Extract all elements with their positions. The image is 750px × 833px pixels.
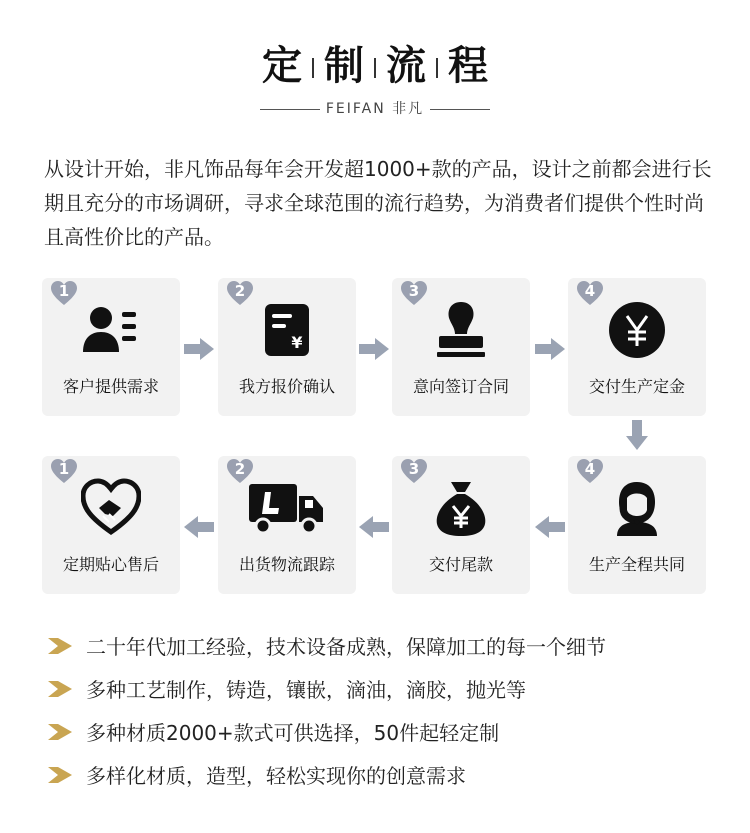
title-divider bbox=[374, 58, 376, 78]
delivery-truck-icon bbox=[247, 478, 327, 538]
step-badge bbox=[50, 280, 78, 308]
step-card-sign-contract bbox=[392, 278, 530, 416]
step-card-logistics bbox=[218, 456, 356, 594]
handshake-heart-icon bbox=[81, 478, 141, 538]
feature-item bbox=[48, 710, 708, 753]
step-badge bbox=[400, 458, 428, 486]
feature-text: 多种工艺制作，铸造，镶嵌，滴油，滴胶，抛光等 bbox=[86, 678, 526, 702]
step-card-production-tracking bbox=[568, 456, 706, 594]
step-label: 我方报价确认 bbox=[238, 377, 335, 396]
arrow-left-icon bbox=[359, 516, 389, 538]
feature-list bbox=[48, 624, 708, 796]
customer-id-icon bbox=[81, 300, 141, 360]
step-number: 2 bbox=[234, 460, 246, 478]
step-label: 客户提供需求 bbox=[62, 377, 159, 396]
money-bag-icon bbox=[431, 478, 491, 538]
feature-text: 二十年代加工经验，技术设备成熟，保障加工的每一个细节 bbox=[86, 635, 606, 659]
step-badge bbox=[576, 458, 604, 486]
arrow-left-icon bbox=[535, 516, 565, 538]
step-card-quote-confirm bbox=[218, 278, 356, 416]
title-char: 制 bbox=[324, 43, 364, 89]
feature-text: 多种材质2000+款式可供选择，50件起轻定制 bbox=[86, 721, 500, 745]
step-card-customer-request bbox=[42, 278, 180, 416]
subtitle-line-left bbox=[260, 109, 320, 110]
step-card-after-sales bbox=[42, 456, 180, 594]
title-char: 流 bbox=[386, 43, 426, 89]
arrow-right-icon bbox=[359, 338, 389, 360]
feature-item bbox=[48, 624, 708, 667]
step-number: 2 bbox=[234, 282, 246, 300]
step-label: 定期贴心售后 bbox=[62, 555, 159, 574]
step-number: 4 bbox=[584, 282, 596, 300]
svg-text:¥: ¥ bbox=[291, 333, 303, 352]
step-label: 出货物流跟踪 bbox=[238, 555, 335, 574]
step-number: 3 bbox=[408, 282, 420, 300]
title-divider bbox=[312, 58, 314, 78]
step-number: 4 bbox=[584, 460, 596, 478]
arrow-right-icon bbox=[535, 338, 565, 360]
arrow-left-icon bbox=[184, 516, 214, 538]
gold-chevron-icon bbox=[48, 767, 72, 783]
step-card-final-payment bbox=[392, 456, 530, 594]
arrow-right-icon bbox=[184, 338, 214, 360]
support-agent-icon bbox=[607, 478, 667, 538]
subtitle-text: FEIFAN 非凡 bbox=[325, 101, 425, 117]
stamp-icon bbox=[431, 300, 491, 360]
step-badge bbox=[576, 280, 604, 308]
step-label: 生产全程共同 bbox=[588, 555, 685, 574]
step-label: 交付尾款 bbox=[428, 555, 493, 574]
page-title bbox=[0, 34, 750, 91]
step-badge bbox=[226, 280, 254, 308]
intro-paragraph: 从设计开始，非凡饰品每年会开发超1000+款的产品，设计之前都会进行长期且充分的市场调研，寻求全球范围的流行趋势，为消费者们提供个性时尚且高性价比的产品。 bbox=[44, 157, 712, 249]
subtitle bbox=[0, 98, 750, 118]
step-number: 3 bbox=[408, 460, 420, 478]
step-label: 意向签订合同 bbox=[412, 377, 509, 396]
feature-text: 多样化材质，造型，轻松实现你的创意需求 bbox=[86, 764, 466, 788]
gold-chevron-icon bbox=[48, 638, 72, 654]
quote-document-icon bbox=[257, 300, 317, 360]
step-badge bbox=[50, 458, 78, 486]
arrow-down-icon bbox=[626, 420, 648, 450]
step-card-pay-deposit bbox=[568, 278, 706, 416]
step-label: 交付生产定金 bbox=[588, 377, 685, 396]
gold-chevron-icon bbox=[48, 681, 72, 697]
step-number: 1 bbox=[58, 460, 70, 478]
title-char: 程 bbox=[448, 43, 488, 89]
step-number: 1 bbox=[58, 282, 70, 300]
feature-item bbox=[48, 753, 708, 796]
gold-chevron-icon bbox=[48, 724, 72, 740]
title-divider bbox=[436, 58, 438, 78]
title-char: 定 bbox=[262, 43, 302, 89]
step-badge bbox=[400, 280, 428, 308]
subtitle-line-right bbox=[430, 109, 490, 110]
feature-item bbox=[48, 667, 708, 710]
yen-coin-icon bbox=[607, 300, 667, 360]
